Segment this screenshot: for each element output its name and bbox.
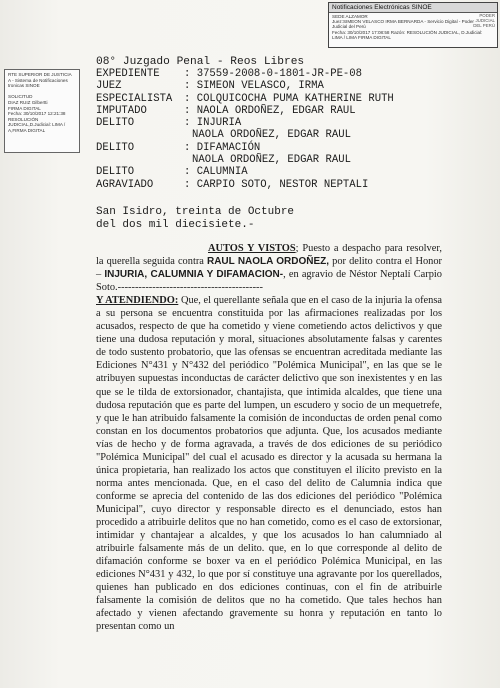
- field-value: : INJURIA: [184, 117, 242, 130]
- header-row-agraviado: [96, 179, 426, 191]
- crimes-list: INJURIA, CALUMNIA Y DIFAMACION-: [104, 269, 284, 281]
- header-row-injuria-party: NAOLA ORDOÑEZ, EDGAR RAUL: [192, 129, 351, 142]
- left-stamp-line: FIRMA DIGITAL: [8, 105, 41, 111]
- y-atendiendo-heading: Y ATENDIENDO:: [96, 295, 179, 307]
- paragraph-text: Que, el querellante señala que en el caso de la injuria la ofensa a su persona se encuentra constituida por las afirmaciones realizadas por los acusados, respecto de que ha cometido y viene cometiendo actos delictivos y que tiene una dudosa reputación y moral, situaciones absolutamente falsas y carentes de todo sustento probatorio, que las ofensas se encuentran acreditada mediante las Ediciones N°431 y N°432 del periódico "Polémica Municipal", en las que se le atribuyen supuestas inconductas de carácter delictivo que son inexistentes y en las que se le tilda de extorsionador, chantajista, que intimida alcaldes, que tiene una dudosa reputación que es parte del lumpen, un escudero y socio de un mequetrefe, y que le han atribuido falsamente la comisión de inconductas de orden penal como constan en los documentos probatorios que adjunta. Que, los acusados mediante vías de hecho y de forma agravada, a través de dos ediciones de su periódico "Polémica Municipal" del cual el acusado es director y la acusada su hermana la única propietaria, han realizado los actos que constituyen el ilícito previsto en la norma antes mencionada. Que, en el caso del delito de Calumnia indica que conforme se aprecia del contenido de las dos ediciones del periódico "Polémica Municipal", cuyo director y responsable directo es el denunciado, estos han procedido a atribuirle delitos que no han cometido, como es el caso de extorsionar, intimidar y chantajear a alcaldes, y que los acusados lo han calumniado al atribuirle falsamente más de un delito. que, en lo que corresponde al delito de difamación conforme se boxer va en el periódico Polémica Municipal, en las ediciones N°431 y 432, lo que por sí constituye una agravante por los querellados, quienes han publicado en dos ediciones continuas, con el fin de atribuirle falsamente la comisión de delitos que no ha cometido. Que tales hechos han afectado y vienen afectando gravemente su honra y reputación en tanto lo presentan como un: [96, 295, 442, 633]
- autos-y-vistos-paragraph: [96, 242, 442, 294]
- accused-name: RAUL NAOLA ORDOÑEZ,: [206, 256, 330, 268]
- field-label: DELITO: [96, 117, 135, 130]
- header-row-delito-injuria: [96, 117, 426, 129]
- notification-stamp-line: Juez:SIMEON VELASCO IRMA BERNARDA - Servicio Digital - Poder: [332, 19, 474, 25]
- y-atendiendo-paragraph: [96, 294, 442, 633]
- resolution-body: [96, 242, 442, 633]
- left-stamp-line: JUDICIAL,D.Judicial: LIMA /: [8, 122, 66, 128]
- left-stamp-line: RESOLUCIÓN: [8, 116, 39, 122]
- left-stamp-line: A - Sistema de Notificaciones: [8, 77, 68, 83]
- header-row-imputado: [96, 105, 426, 117]
- header-row-difamacion-party: NAOLA ORDOÑEZ, EDGAR RAUL: [192, 154, 351, 167]
- notification-stamp-line: LIMA / LIMA FIRMA DIGITAL: [332, 34, 391, 40]
- field-value: : SIMEON VELASCO, IRMA: [184, 80, 324, 93]
- header-row-especialista: [96, 93, 426, 105]
- notification-stamp-line: Fecha: 30/10/2017 17:08:58 Razón: RESOLUCIÓN JUDICIAL, D.Judicial:: [332, 29, 483, 35]
- field-value: : DIFAMACIÓN: [184, 141, 261, 154]
- left-stamp-line: RTE SUPERIOR DE JUSTICIA: [8, 72, 72, 77]
- seal-line: PODER: [479, 13, 495, 18]
- paragraph-text: ; Puesto a despacho para resolver, la querella seguida contra: [96, 243, 443, 268]
- notification-stamp-body: [329, 13, 497, 41]
- court-name: 08° Juzgado Penal - Reos Libres: [96, 56, 305, 68]
- notification-stamp-line: SEDE ALZAMOR: [332, 14, 368, 19]
- field-label: DELITO: [96, 166, 135, 179]
- header-row-juez: [96, 80, 426, 92]
- paragraph-text: por delito contra el Honor –: [96, 256, 442, 281]
- resolution-date: [96, 206, 294, 232]
- field-label: JUEZ: [96, 80, 122, 93]
- autos-y-vistos-heading: AUTOS Y VISTOS: [208, 243, 296, 254]
- field-value: : CARPIO SOTO, NESTOR NEPTALI: [184, 178, 369, 191]
- field-value: : COLQUICOCHA PUMA KATHERINE RUTH: [184, 92, 394, 105]
- case-header: [96, 68, 426, 191]
- field-value: : NAOLA ORDOÑEZ, EDGAR RAUL: [184, 104, 356, 117]
- left-stamp-line: Fecha: 30/10/2017 12:21:38: [8, 111, 66, 117]
- field-label: IMPUTADO: [96, 104, 147, 117]
- header-row-delito-calumnia: [96, 166, 426, 178]
- left-stamp-line: A,FIRMA DIGITAL: [8, 127, 46, 133]
- judicial-seal: [467, 13, 495, 43]
- notification-stamp-line: Judicial del Perú: [332, 24, 366, 30]
- field-label: EXPEDIENTE: [96, 68, 160, 80]
- notification-stamp-title: Notificaciones Electrónicas SINOE: [329, 3, 497, 13]
- field-label: DELITO: [96, 141, 135, 154]
- seal-line: JUDICIAL: [475, 18, 495, 23]
- paragraph-text: , en agravio de Néstor Neptalí Carpio Soto.------------------------------------------: [96, 269, 442, 294]
- left-stamp-line: tronicas SINOE: [8, 83, 40, 89]
- header-row-expediente: [96, 68, 426, 80]
- field-value: : 37559-2008-0-1801-JR-PE-08: [184, 68, 363, 80]
- left-stamp-line: DIAZ RUIZ Gilbertti: [8, 99, 48, 105]
- header-row-delito-difamacion: [96, 142, 426, 154]
- left-digital-signature-stamp: [4, 69, 80, 153]
- field-label: ESPECIALISTA: [96, 92, 173, 105]
- electronic-notification-stamp: [328, 2, 498, 48]
- date-line: San Isidro, treinta de Octubre: [96, 206, 295, 218]
- left-stamp-line: SOLICITUD: [8, 94, 33, 100]
- field-value: : CALUMNIA: [184, 166, 248, 179]
- seal-line: DEL PERÚ: [473, 23, 495, 28]
- field-label: AGRAVIADO: [96, 178, 154, 191]
- date-line: del dos mil diecisiete.-: [96, 219, 255, 231]
